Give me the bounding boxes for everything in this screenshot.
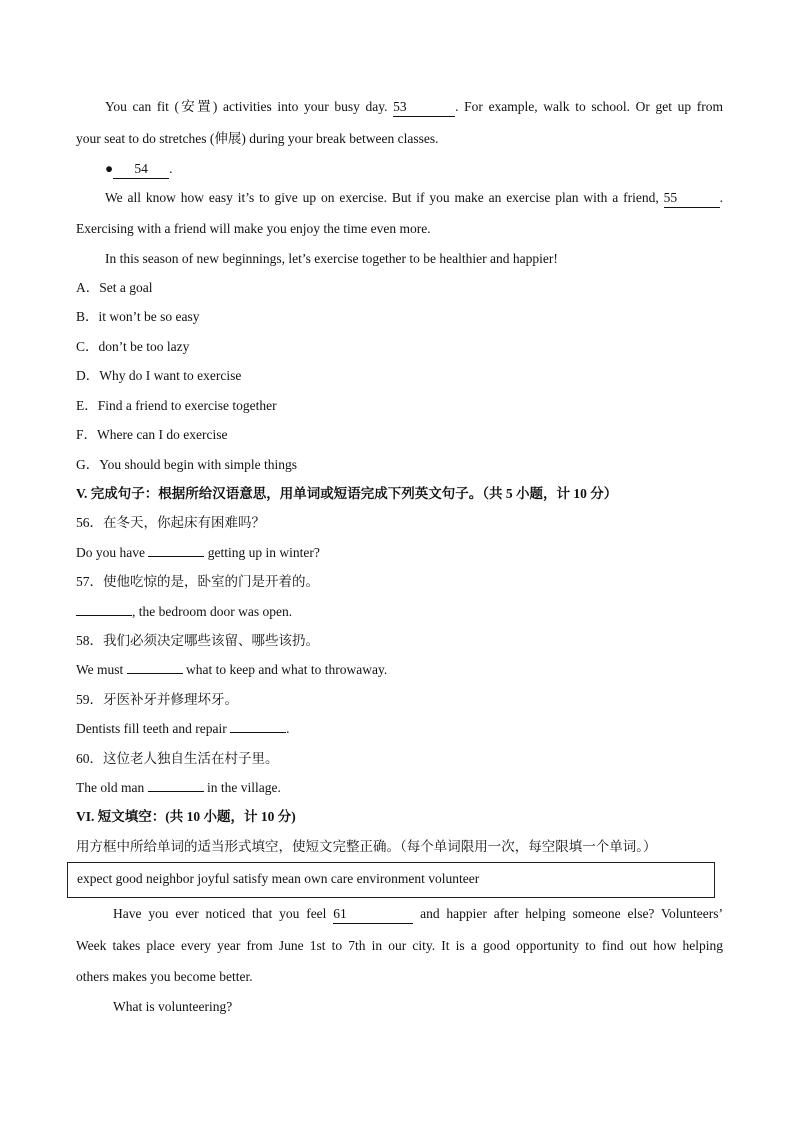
passage-paragraph-61: Have you ever noticed that you feel 61 and happier after helping someone else? Volunteers’ [113,905,723,924]
word-bank-box [67,862,715,898]
answer-blank-56[interactable] [148,556,204,557]
blank-53: 53 [393,98,455,117]
option-c: C．don’t be too lazy [76,339,190,354]
question-59-sentence: Dentists fill teeth and repair . [76,721,290,736]
question-57-sentence: , the bedroom door was open. [76,603,723,621]
option-f: F．Where can I do exercise [76,427,228,442]
question-60-prompt: 60．这位老人独自生活在村子里。 [76,751,279,766]
passage-heading-question: What is volunteering? [113,999,233,1014]
answer-blank-58[interactable] [127,673,183,674]
option-a: A．Set a goal [76,280,153,295]
section-6-title: VI. 短文填空：(共 10 小题，计 10 分) [76,809,296,824]
answer-blank-59[interactable] [230,732,286,733]
section-6-instruction: 用方框中所给单词的适当形式填空，使短文完整正确。（每个单词限用一次，每空限填一个单词。） [76,839,657,854]
answer-blank-60[interactable] [148,791,204,792]
passage-line: others makes you become better. [76,969,253,984]
passage-paragraph-closing: In this season of new beginnings, let’s exercise together to be healthier and happier! [105,251,558,266]
passage-line: your seat to do stretches (伸展) during your break between classes. [76,131,439,146]
question-56-prompt: 56．在冬天，你起床有困难吗？ [76,515,265,530]
question-59-prompt: 59．牙医补牙并修理坏牙。 [76,692,238,707]
section-5-title: V. 完成句子：根据所给汉语意思，用单词或短语完成下列英文句子。（共 5 小题，计 10 分） [76,486,618,501]
passage-line: Exercising with a friend will make you enjoy the time even more. [76,221,431,236]
question-56-sentence: Do you have getting up in winter? [76,545,320,560]
option-b: B．it won’t be so easy [76,309,200,324]
blank-61[interactable]: 61 [333,905,413,924]
blank-54: 54 [113,160,169,179]
passage-paragraph-55: We all know how easy it’s to give up on exercise. But if you make an exercise plan with a friend, 55 . [105,189,723,208]
question-58-prompt: 58．我们必须决定哪些该留、哪些该扔。 [76,633,319,648]
answer-blank-57[interactable] [76,615,132,616]
bullet-item-54: ● 54 . [105,160,723,179]
option-g: G．You should begin with simple things [76,457,298,472]
bullet-icon: ● [105,161,114,176]
option-e: E．Find a friend to exercise together [76,398,277,413]
passage-line: Week takes place every year from June 1st to 7th in our city. It is a good opportunity to find out how helping [76,938,723,953]
question-57-prompt: 57．使他吃惊的是，卧室的门是开着的。 [76,574,319,589]
option-d: D．Why do I want to exercise [76,368,242,383]
question-58-sentence: We must what to keep and what to throwaway. [76,662,388,677]
passage-paragraph-53: You can fit (安置) activities into your busy day. 53 . For example, walk to school. Or get up from [105,98,723,117]
blank-55: 55 [664,189,720,208]
word-bank-words: expect good neighbor joyful satisfy mean own care environment volunteer [77,871,480,886]
question-60-sentence: The old man in the village. [76,780,281,795]
